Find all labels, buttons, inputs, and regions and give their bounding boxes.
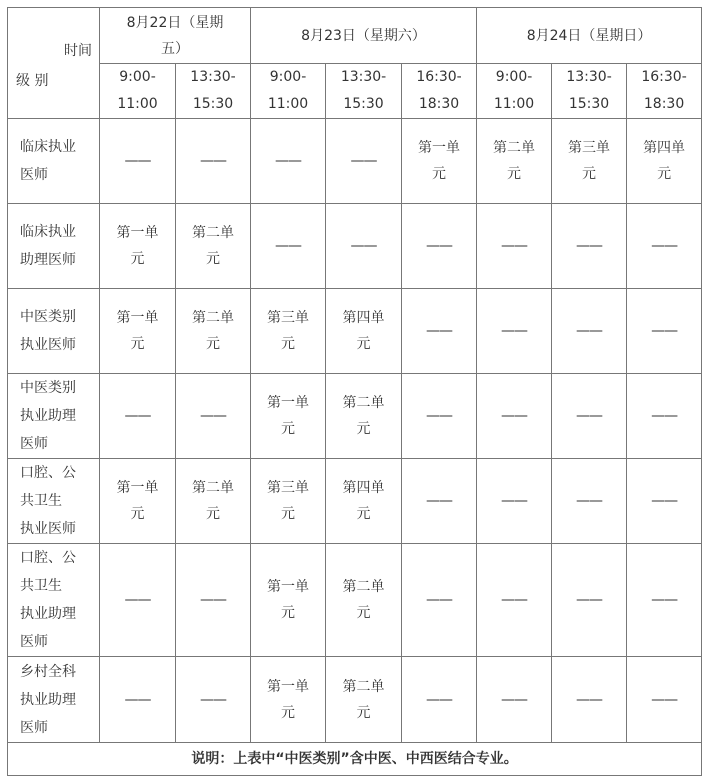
level-label-line: 临床执业 bbox=[20, 224, 76, 240]
time-slot-end: 15:30 bbox=[568, 96, 610, 112]
no-exam-dash: —— bbox=[651, 592, 678, 608]
level-label-line: 中医类别 bbox=[20, 380, 76, 396]
schedule-cell bbox=[176, 459, 251, 544]
table-row bbox=[8, 119, 702, 204]
time-slot-end: 11:00 bbox=[117, 96, 158, 112]
no-exam-dash: —— bbox=[651, 408, 678, 424]
exam-unit-label: 第二单元 bbox=[493, 140, 536, 182]
schedule-cell bbox=[251, 289, 326, 374]
no-exam-dash: —— bbox=[426, 408, 453, 424]
no-exam-dash: —— bbox=[200, 592, 226, 608]
no-exam-dash: —— bbox=[576, 691, 603, 708]
table-row bbox=[8, 374, 702, 459]
schedule-cell bbox=[176, 374, 251, 459]
time-slot-end: 18:30 bbox=[643, 96, 685, 112]
schedule-cell bbox=[251, 544, 326, 657]
schedule-cell bbox=[176, 119, 251, 204]
schedule-cell bbox=[100, 119, 176, 204]
time-slot-start: 13:30- bbox=[340, 69, 387, 85]
no-exam-dash: —— bbox=[275, 153, 302, 169]
schedule-cell bbox=[627, 544, 702, 657]
level-label-line: 共卫生 bbox=[20, 493, 62, 509]
time-slot-start: 9:00- bbox=[269, 69, 307, 85]
time-header-label: 时间 bbox=[64, 43, 92, 59]
schedule-cell bbox=[326, 374, 402, 459]
time-slot-start: 9:00- bbox=[495, 69, 533, 85]
exam-unit-label: 第三单元 bbox=[267, 480, 310, 522]
table-row bbox=[8, 289, 702, 374]
schedule-cell bbox=[402, 204, 477, 289]
no-exam-dash: —— bbox=[576, 408, 603, 424]
schedule-cell bbox=[326, 204, 402, 289]
exam-unit-label: 第一单元 bbox=[267, 395, 310, 437]
table-row bbox=[8, 544, 702, 657]
level-label-line: 医师 bbox=[20, 436, 48, 452]
schedule-cell bbox=[627, 374, 702, 459]
no-exam-dash: —— bbox=[200, 408, 226, 424]
time-slot-start: 13:30- bbox=[566, 69, 612, 85]
note-row bbox=[8, 743, 702, 776]
level-cell bbox=[8, 119, 100, 204]
level-label-line: 共卫生 bbox=[20, 578, 62, 594]
exam-unit-label: 第一单元 bbox=[267, 678, 310, 721]
exam-unit-label: 第二单元 bbox=[192, 480, 234, 522]
table-row bbox=[8, 204, 702, 289]
corner-cell bbox=[8, 8, 100, 119]
note-text: 说明：上表中“中医类别”含中医、中西医结合专业。 bbox=[191, 751, 518, 767]
level-label-line: 临床执业 bbox=[20, 139, 76, 155]
no-exam-dash: —— bbox=[124, 691, 151, 708]
time-slot-header bbox=[402, 64, 477, 119]
exam-unit-label: 第四单元 bbox=[643, 140, 686, 182]
no-exam-dash: —— bbox=[501, 493, 528, 509]
no-exam-dash: —— bbox=[426, 592, 453, 608]
schedule-cell bbox=[402, 657, 477, 743]
schedule-cell bbox=[402, 459, 477, 544]
schedule-cell bbox=[100, 374, 176, 459]
schedule-cell bbox=[477, 204, 552, 289]
time-slot-header bbox=[326, 64, 402, 119]
schedule-cell bbox=[477, 544, 552, 657]
level-cell bbox=[8, 544, 100, 657]
schedule-cell bbox=[100, 544, 176, 657]
schedule-cell bbox=[251, 459, 326, 544]
schedule-cell bbox=[176, 657, 251, 743]
time-slot-start: 13:30- bbox=[190, 69, 236, 85]
schedule-cell bbox=[477, 657, 552, 743]
schedule-cell bbox=[100, 289, 176, 374]
table-body bbox=[8, 8, 702, 776]
schedule-cell bbox=[552, 544, 627, 657]
level-label-line: 医师 bbox=[20, 634, 48, 650]
time-slot-start: 16:30- bbox=[416, 69, 462, 85]
schedule-cell bbox=[552, 657, 627, 743]
level-cell bbox=[8, 657, 100, 743]
schedule-cell bbox=[552, 374, 627, 459]
day-header-row bbox=[8, 8, 702, 64]
level-label-line: 医师 bbox=[20, 719, 48, 736]
time-slot-end: 15:30 bbox=[343, 96, 384, 112]
schedule-cell bbox=[326, 544, 402, 657]
day-header-aug22-line2: 五） bbox=[161, 40, 189, 57]
no-exam-dash: —— bbox=[426, 238, 453, 254]
time-slot-row bbox=[8, 64, 702, 119]
level-label-line: 执业医师 bbox=[20, 521, 76, 537]
schedule-cell bbox=[627, 289, 702, 374]
schedule-cell bbox=[326, 289, 402, 374]
time-slot-header bbox=[176, 64, 251, 119]
schedule-cell bbox=[477, 374, 552, 459]
schedule-cell bbox=[402, 544, 477, 657]
level-label-line: 医师 bbox=[20, 167, 48, 183]
no-exam-dash: —— bbox=[501, 323, 528, 339]
schedule-cell bbox=[176, 204, 251, 289]
no-exam-dash: —— bbox=[124, 153, 151, 169]
exam-unit-label: 第二单元 bbox=[192, 310, 234, 352]
exam-unit-label: 第一单元 bbox=[116, 310, 159, 352]
no-exam-dash: —— bbox=[651, 691, 678, 708]
day-header-aug22-line1: 8月22日（星期 bbox=[126, 14, 224, 31]
schedule-cell bbox=[627, 459, 702, 544]
level-label-line: 口腔、公 bbox=[20, 465, 76, 481]
level-label-line: 助理医师 bbox=[20, 252, 76, 268]
level-header-label: 级 别 bbox=[16, 73, 49, 89]
no-exam-dash: —— bbox=[426, 323, 453, 339]
time-slot-start: 9:00- bbox=[119, 69, 156, 85]
schedule-cell bbox=[552, 119, 627, 204]
level-label-line: 乡村全科 bbox=[20, 663, 76, 680]
schedule-cell bbox=[251, 204, 326, 289]
table-row bbox=[8, 657, 702, 743]
no-exam-dash: —— bbox=[501, 592, 528, 608]
level-label-line: 口腔、公 bbox=[20, 550, 76, 566]
exam-unit-label: 第一单元 bbox=[116, 480, 159, 522]
schedule-cell bbox=[627, 119, 702, 204]
level-label-line: 执业助理 bbox=[20, 691, 76, 708]
level-label-line: 执业助理 bbox=[20, 606, 76, 622]
schedule-cell bbox=[477, 459, 552, 544]
schedule-cell bbox=[627, 657, 702, 743]
exam-schedule-table bbox=[7, 7, 702, 776]
no-exam-dash: —— bbox=[124, 408, 151, 424]
level-cell bbox=[8, 204, 100, 289]
day-header-aug22 bbox=[100, 8, 251, 64]
schedule-cell bbox=[477, 289, 552, 374]
schedule-cell bbox=[402, 289, 477, 374]
no-exam-dash: —— bbox=[426, 691, 453, 708]
time-slot-header bbox=[477, 64, 552, 119]
no-exam-dash: —— bbox=[426, 493, 453, 509]
schedule-cell bbox=[100, 459, 176, 544]
no-exam-dash: —— bbox=[350, 238, 377, 254]
no-exam-dash: —— bbox=[576, 493, 603, 509]
schedule-cell bbox=[176, 289, 251, 374]
exam-unit-label: 第二单元 bbox=[192, 225, 234, 267]
time-slot-header bbox=[100, 64, 176, 119]
schedule-cell bbox=[100, 204, 176, 289]
schedule-cell bbox=[176, 544, 251, 657]
time-slot-end: 15:30 bbox=[192, 96, 234, 112]
no-exam-dash: —— bbox=[200, 691, 226, 708]
no-exam-dash: —— bbox=[275, 238, 302, 254]
no-exam-dash: —— bbox=[576, 323, 603, 339]
schedule-cell bbox=[477, 119, 552, 204]
schedule-cell bbox=[552, 289, 627, 374]
no-exam-dash: —— bbox=[651, 238, 678, 254]
exam-unit-label: 第二单元 bbox=[342, 678, 385, 721]
day-header-aug24: 8月24日（星期日） bbox=[477, 8, 702, 64]
exam-unit-label: 第四单元 bbox=[342, 480, 385, 522]
time-slot-end: 18:30 bbox=[418, 96, 460, 112]
day-header-aug23: 8月23日（星期六） bbox=[251, 8, 477, 64]
note-cell bbox=[8, 743, 702, 776]
exam-unit-label: 第三单元 bbox=[568, 140, 611, 182]
time-slot-end: 11:00 bbox=[493, 96, 535, 112]
time-slot-header bbox=[627, 64, 702, 119]
schedule-cell bbox=[627, 204, 702, 289]
exam-unit-label: 第二单元 bbox=[342, 579, 385, 621]
exam-unit-label: 第三单元 bbox=[267, 310, 310, 352]
no-exam-dash: —— bbox=[501, 691, 528, 708]
time-slot-header bbox=[251, 64, 326, 119]
schedule-cell bbox=[326, 459, 402, 544]
exam-unit-label: 第一单元 bbox=[267, 579, 310, 621]
exam-unit-label: 第二单元 bbox=[342, 395, 385, 437]
exam-unit-label: 第一单元 bbox=[116, 225, 159, 267]
no-exam-dash: —— bbox=[576, 238, 603, 254]
schedule-cell bbox=[100, 657, 176, 743]
schedule-cell bbox=[552, 459, 627, 544]
level-label-line: 中医类别 bbox=[20, 309, 76, 325]
no-exam-dash: —— bbox=[501, 408, 528, 424]
level-cell bbox=[8, 289, 100, 374]
level-cell bbox=[8, 374, 100, 459]
time-slot-header bbox=[552, 64, 627, 119]
exam-unit-label: 第一单元 bbox=[418, 140, 461, 182]
schedule-cell bbox=[251, 657, 326, 743]
level-label-line: 执业助理 bbox=[20, 408, 76, 424]
schedule-cell bbox=[326, 119, 402, 204]
exam-unit-label: 第四单元 bbox=[342, 310, 385, 352]
time-slot-start: 16:30- bbox=[641, 69, 687, 85]
level-cell bbox=[8, 459, 100, 544]
no-exam-dash: —— bbox=[651, 323, 678, 339]
no-exam-dash: —— bbox=[350, 153, 377, 169]
level-label-line: 执业医师 bbox=[20, 337, 76, 353]
no-exam-dash: —— bbox=[501, 238, 528, 254]
schedule-cell bbox=[326, 657, 402, 743]
table-row bbox=[8, 459, 702, 544]
no-exam-dash: —— bbox=[124, 592, 151, 608]
schedule-cell bbox=[251, 374, 326, 459]
schedule-cell bbox=[402, 119, 477, 204]
no-exam-dash: —— bbox=[576, 592, 603, 608]
schedule-cell bbox=[402, 374, 477, 459]
no-exam-dash: —— bbox=[651, 493, 678, 509]
schedule-cell bbox=[552, 204, 627, 289]
no-exam-dash: —— bbox=[200, 153, 226, 169]
schedule-cell bbox=[251, 119, 326, 204]
time-slot-end: 11:00 bbox=[267, 96, 309, 112]
